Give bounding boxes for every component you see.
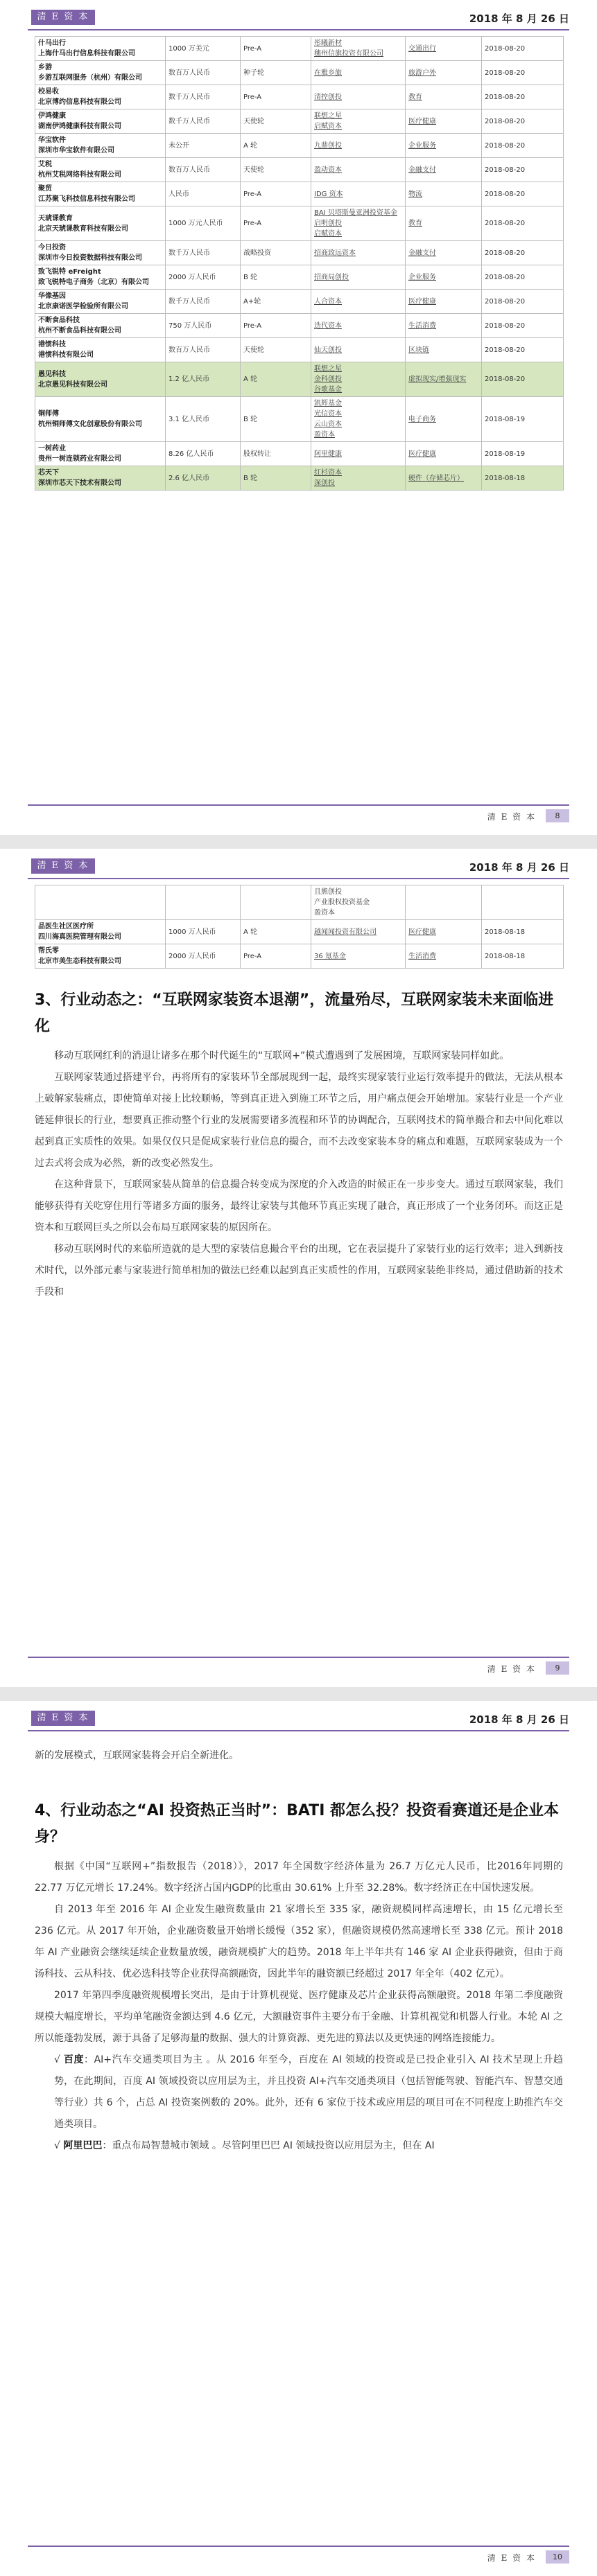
company-full-name: 杭州不断食品科技有限公司 [38, 327, 121, 335]
industry-cell [406, 61, 482, 85]
industry-link: 教育 [408, 220, 422, 227]
page-number: 10 [546, 2550, 569, 2564]
company-short-name: 艾税 [38, 161, 52, 168]
table-row [35, 466, 564, 491]
industry-cell [406, 397, 482, 442]
round-cell: 种子轮 [241, 61, 311, 85]
section-3-title: 3、行业动态之：“互联网家装资本退潮”，流量殆尽，互联网家装未来面临进化 [35, 991, 554, 1035]
industry-link: 金融支付 [408, 249, 436, 257]
company-short-name: 愚见科技 [38, 370, 66, 378]
round-cell: 战略投资 [241, 241, 311, 265]
amount-cell: 2.6 亿人民币 [166, 466, 241, 491]
paragraph: 根据《中国“互联网+”指数报告（2018）》，2017 年全国数字经济体量为 26.7 万亿元人民币，比2016年同期的 22.77 万亿元增长 17.24%。数字经济占国内GDP的比重由 30.61% 上升至 32.28%。数字经济正在中国快速发展。 [35, 1861, 563, 1894]
amount-cell: 3.1 亿人民币 [166, 397, 241, 442]
table-row [35, 134, 564, 158]
investor-link: 启赋资本 [314, 123, 342, 130]
investor-link: 人合资本 [314, 297, 342, 306]
table-row [35, 944, 564, 969]
industry-link: 医疗健康 [408, 928, 436, 936]
company-full-name: 深圳市华宝软件有限公司 [38, 147, 114, 155]
brand-logo: 清 E 资 本 [31, 858, 95, 874]
company-short-name: 乡游 [38, 64, 52, 71]
industry-link: 医疗健康 [408, 297, 436, 306]
industry-link: 医疗健康 [408, 450, 436, 458]
amount-cell: 数千万人民币 [166, 290, 241, 314]
date-cell: 2018-08-18 [482, 466, 564, 491]
company-full-name: 北京市美生态科技有限公司 [38, 958, 121, 965]
round-cell: 天使轮 [241, 338, 311, 362]
amount-cell: 2000 万人民币 [166, 265, 241, 290]
industry-link: 物流 [408, 190, 422, 198]
industry-cell [406, 109, 482, 134]
amount-cell: 数千万人民币 [166, 85, 241, 109]
industry-link: 生活消费 [408, 952, 436, 960]
page-2 [0, 849, 597, 1687]
investor-cell [311, 37, 406, 61]
amount-cell: 1.2 亿人民币 [166, 362, 241, 397]
company-short-name: 什马出行 [38, 39, 66, 47]
footer-brand: 清 E 资 本 [487, 1664, 536, 1674]
company-short-name: 天琥课教育 [38, 214, 73, 222]
industry-link: 医疗健康 [408, 117, 436, 125]
industry-cell [406, 85, 482, 109]
bullet-baidu: √ 百度：AI+汽车交通类项目为主 。从 2016 年至今，百度在 AI 领域的投资或是已投企业引入 AI 技术呈现上升趋势，在此期间，百度 AI 领域投资以应用层为主，并且投资 AI+汽车交通类项目（包括智能驾驶、智能汽车、智慧交通等行业）共 6 个，占总 AI 投资案例数的 20%。此外，还有 6 家位于技术或应用层的项目可在不同程度上助推汽车交通类项目。 [54, 2054, 563, 2130]
investor-link: 金科创投 [314, 376, 342, 383]
company-short-name: 华宝软件 [38, 136, 66, 144]
industry-cell [406, 362, 482, 397]
table-row [35, 885, 564, 920]
industry-cell [406, 265, 482, 290]
table-row [35, 158, 564, 182]
table-row [35, 182, 564, 206]
table-row [35, 314, 564, 338]
investor-cell [311, 466, 406, 491]
investor-link: 红杉资本 [314, 469, 342, 477]
company-full-name: 江苏聚飞科技信息科技有限公司 [38, 195, 135, 203]
investor-cell [311, 158, 406, 182]
page-header [28, 8, 569, 30]
date-cell: 2018-08-20 [482, 85, 564, 109]
investor-link: 越闻闻投资有限公司 [314, 928, 377, 936]
funding-table-continued [35, 885, 564, 969]
table-row [35, 109, 564, 134]
company-short-name: 铜师傅 [38, 410, 59, 418]
round-cell: Pre-A [241, 314, 311, 338]
table-row [35, 85, 564, 109]
company-full-name: 北京天琥课教育科技有限公司 [38, 224, 128, 233]
company-cell [35, 61, 166, 85]
section-4-body [35, 1856, 563, 2157]
company-full-name: 致飞锐特电子商务（北京）有限公司 [38, 279, 149, 286]
table-row [35, 206, 564, 241]
round-cell: A 轮 [241, 920, 311, 944]
table-row [35, 61, 564, 85]
industry-link: 企业服务 [408, 141, 436, 150]
company-cell [35, 314, 166, 338]
paragraph: 移动互联网红利的消退让诸多在那个时代诞生的“互联网+”模式遭遇到了发展困境，互联网家装同样如此。 [54, 1050, 510, 1061]
page-1 [0, 0, 597, 835]
company-full-name: 深圳市芯天下技术有限公司 [38, 479, 121, 487]
funding-table [35, 36, 564, 491]
table-row [35, 37, 564, 61]
investor-link: 在雅乡旅 [314, 69, 342, 77]
investor-cell [311, 241, 406, 265]
company-short-name: 校易收 [38, 88, 59, 96]
industry-link: 硬件（存储芯片） [408, 474, 464, 482]
footer-brand: 清 E 资 本 [487, 2553, 536, 2563]
round-cell: Pre-A [241, 944, 311, 969]
investor-cell [311, 397, 406, 442]
date-cell: 2018-08-20 [482, 338, 564, 362]
table-row [35, 265, 564, 290]
report-date: 2018 年 8 月 26 日 [469, 1713, 569, 1726]
industry-link: 虚拟现实/增强现实 [408, 376, 467, 383]
amount-cell: 2000 万人民币 [166, 944, 241, 969]
company-full-name: 上海什马出行信息科技有限公司 [38, 50, 135, 58]
industry-link: 企业服务 [408, 273, 436, 281]
company-full-name: 乡游互联网服务（杭州）有限公司 [38, 74, 142, 82]
paragraph: 在这种背景下，互联网家装从简单的信息撮合转变成为深度的介入改造的时候正在一步步变大。通过互联网家装，我们能够获得有关吃穿住用行等诸多方面的服务，最终让家装与其他环节真正实现了融合，真正形成了一个业务闭环。而这正是资本和互联网巨头之所以会布局互联网家装的原因所在。 [35, 1179, 563, 1233]
date-cell: 2018-08-20 [482, 182, 564, 206]
amount-cell: 数百万人民币 [166, 61, 241, 85]
industry-cell [406, 158, 482, 182]
investor-link: 彤曦新材 [314, 39, 342, 47]
date-cell: 2018-08-18 [482, 920, 564, 944]
company-cell [35, 920, 166, 944]
industry-cell [406, 314, 482, 338]
company-cell [35, 290, 166, 314]
company-cell [35, 134, 166, 158]
company-cell [35, 158, 166, 182]
company-cell [35, 109, 166, 134]
company-cell [35, 37, 166, 61]
investor-link: 凯辉基金 [314, 400, 342, 407]
industry-cell [406, 442, 482, 466]
page-header [28, 857, 569, 879]
company-cell [35, 362, 166, 397]
investor-cell [311, 61, 406, 85]
round-cell: A+轮 [241, 290, 311, 314]
section-4-title: 4、行业动态之“AI 投资热正当时”：BATI 都怎么投？投资看赛道还是企业本身？ [35, 1802, 560, 1846]
date-cell: 2018-08-20 [482, 362, 564, 397]
company-short-name: 今日投资 [38, 244, 66, 252]
investor-link: 深创投 [314, 479, 335, 487]
investor-cell [311, 944, 406, 969]
investor-cell [311, 265, 406, 290]
page-number: 8 [546, 809, 569, 822]
company-cell [35, 85, 166, 109]
industry-link: 交通出行 [408, 44, 436, 53]
investor-cell [311, 442, 406, 466]
investor-link: 盈资本 [314, 431, 335, 439]
industry-cell [406, 466, 482, 491]
industry-cell [406, 206, 482, 241]
date-cell: 2018-08-20 [482, 109, 564, 134]
date-cell: 2018-08-20 [482, 314, 564, 338]
investor-link: 云山资本 [314, 421, 342, 428]
company-cell [35, 397, 166, 442]
brand-logo: 清 E 资 本 [31, 10, 95, 25]
investor-link: 穗州信旗投资有限公司 [314, 50, 383, 58]
page-number: 9 [546, 1661, 569, 1675]
investor-link: 谷歌基金 [314, 386, 342, 394]
date-cell: 2018-08-20 [482, 134, 564, 158]
amount-cell: 数百万人民币 [166, 338, 241, 362]
amount-cell: 数千万人民币 [166, 241, 241, 265]
page-footer [28, 2546, 569, 2566]
investor-cell [311, 362, 406, 397]
industry-link: 区块链 [408, 346, 429, 354]
round-cell: A 轮 [241, 362, 311, 397]
industry-link: 旅游户外 [408, 69, 436, 77]
date-cell: 2018-08-20 [482, 241, 564, 265]
investor-link: 启赋资本 [314, 230, 342, 238]
brand-logo: 清 E 资 本 [31, 1711, 95, 1726]
investor-link: 仙天创投 [314, 346, 342, 354]
page-footer [28, 1657, 569, 1677]
paragraph: 新的发展模式，互联网家装将会开启全新进化。 [35, 1750, 239, 1761]
bullet-alibaba: √ 阿里巴巴：重点布局智慧城市领域 。尽管阿里巴巴 AI 领域投资以应用层为主，但在 AI [54, 2140, 435, 2151]
company-cell [35, 241, 166, 265]
investor-cell [311, 182, 406, 206]
round-cell: Pre-A [241, 37, 311, 61]
investor-link: 招商局创投 [314, 273, 349, 281]
round-cell: B 轮 [241, 466, 311, 491]
table-row [35, 241, 564, 265]
amount-cell: 1000 万人民币 [166, 920, 241, 944]
report-date: 2018 年 8 月 26 日 [469, 861, 569, 874]
investor-link: 联想之星 [314, 365, 342, 373]
company-full-name: 湖南伊鸿健康科技有限公司 [38, 123, 121, 130]
page-3 [0, 1701, 597, 2576]
table-row [35, 397, 564, 442]
investor-link: 启明创投 [314, 220, 342, 227]
paragraph: 移动互联网时代的来临所造就的是大型的家装信息撮合平台的出现，它在表层提升了家装行业的运行效率；进入到新技术时代，以外部元素与家装进行简单相加的做法已经难以起到真正实质性的作用，互联网家装绝非终局，通过借助新的技术手段和 [35, 1244, 563, 1298]
industry-cell [406, 338, 482, 362]
company-cell [35, 466, 166, 491]
investor-cell [311, 920, 406, 944]
company-full-name: 北京康诺医学检验所有限公司 [38, 303, 128, 310]
company-short-name: 帮氏零 [38, 947, 59, 955]
page-footer [28, 804, 569, 825]
investor-cell [311, 290, 406, 314]
company-cell [35, 206, 166, 241]
industry-link: 金融支付 [408, 166, 436, 174]
paragraph: 2017 年第四季度融资规模增长突出，是由于计算机视觉、医疗健康及芯片企业获得高额融资。2018 年第二季度融资规模大幅度增长，平均单笔融资金额达到 4.6 亿元，大额融资事件主要分布于金融、计算机视觉和机器人行业。本轮 AI 之所以能蓬勃发展，源于具备了足够海量的数据、强大的计算资源、更先进的算法以及更快速的网络连接能力。 [35, 1990, 563, 2044]
amount-cell: 数千万人民币 [166, 109, 241, 134]
date-cell: 2018-08-20 [482, 158, 564, 182]
company-short-name: 聚贸 [38, 185, 52, 193]
section-3-continued [35, 1745, 563, 1767]
amount-cell: 未公开 [166, 134, 241, 158]
table-row [35, 920, 564, 944]
industry-link: 教育 [408, 93, 422, 101]
round-cell: 天使轮 [241, 158, 311, 182]
investor-link: 联想之星 [314, 112, 342, 120]
industry-cell [406, 290, 482, 314]
table-row [35, 442, 564, 466]
page-header [28, 1709, 569, 1731]
company-full-name: 北京愚见科技有限公司 [38, 380, 107, 389]
industry-cell [406, 944, 482, 969]
company-short-name: 一树药业 [38, 445, 66, 452]
company-short-name: 致飞锐特 eFreight [38, 268, 101, 276]
investor-link: 招商致远资本 [314, 249, 356, 257]
round-cell: 股权转让 [241, 442, 311, 466]
round-cell: 天使轮 [241, 109, 311, 134]
company-short-name: 芯天下 [38, 469, 59, 477]
company-full-name: 四川海真医院管理有限公司 [38, 933, 121, 941]
industry-cell [406, 241, 482, 265]
date-cell: 2018-08-19 [482, 397, 564, 442]
industry-cell [406, 37, 482, 61]
investor-link: 迭代资本 [314, 321, 342, 330]
paragraph: 自 2013 年至 2016 年 AI 企业发生融资数量由 21 家增长至 335 家，融资规模同样高速增长，由 15 亿元增长至 236 亿元。从 2017 年开始，企业融资数量开始增长缓慢（352 家），但融资规模仍然高速增长至 338 亿元。预计 2018 年 AI 产业融资会继续延续企业数量放缓，融资规模扩大的趋势。2018 年上半年共有 146 家 AI 企业获得融资，但由于商汤科技、云从科技、优必选科技等企业获得高额融资，因此半年的融资额已经超过 2017 年全年（402 亿元）。 [35, 1904, 563, 1979]
table-row [35, 362, 564, 397]
company-full-name: 杭州铜师傅文化创意股份有限公司 [38, 421, 142, 428]
company-cell [35, 442, 166, 466]
company-cell [35, 182, 166, 206]
investor-link: 36 氪基金 [314, 952, 346, 960]
report-date: 2018 年 8 月 26 日 [469, 12, 569, 25]
amount-cell: 1000 万美元 [166, 37, 241, 61]
investor-link: 盈动资本 [314, 166, 342, 174]
industry-cell [406, 920, 482, 944]
section-3-body [35, 1046, 563, 1303]
amount-cell: 1000 万元人民币 [166, 206, 241, 241]
date-cell: 2018-08-20 [482, 265, 564, 290]
amount-cell: 人民币 [166, 182, 241, 206]
date-cell: 2018-08-20 [482, 61, 564, 85]
company-cell [35, 944, 166, 969]
company-short-name: 港惯科技 [38, 341, 66, 349]
round-cell: B 轮 [241, 397, 311, 442]
amount-cell: 数百万人民币 [166, 158, 241, 182]
round-cell: Pre-A [241, 206, 311, 241]
amount-cell: 8.26 亿人民币 [166, 442, 241, 466]
investor-cell [311, 314, 406, 338]
date-cell: 2018-08-20 [482, 37, 564, 61]
industry-cell [406, 182, 482, 206]
date-cell: 2018-08-19 [482, 442, 564, 466]
investor-link: 阿里健康 [314, 450, 342, 458]
date-cell: 2018-08-20 [482, 290, 564, 314]
amount-cell: 750 万人民币 [166, 314, 241, 338]
investor-link: IDG 资本 [314, 190, 343, 198]
company-cell [35, 338, 166, 362]
investor-cell [311, 134, 406, 158]
paragraph: 互联网家装通过搭建平台，再将所有的家装环节全部展现到一起，最终实现家装行业运行效率提升的做法，无法从根本上破解家装痛点，即使简单对接上比较顺畅，等到真正进入到施工环节之后，用户痛点便会开始增加。家装行业是一个产业链延伸很长的行业，想要真正推动整个行业的发展需要诸多流程和环节的协调配合，互联网技术的简单撮合和去中间化难以起到真正实质性的效果。如果仅仅只是促成家装行业信息的撮合，而不去改变家装本身的痛点和难题，互联网家装成为一个过去式将会成为必然，新的改变必然发生。 [35, 1072, 563, 1169]
investor-link: BAI 贝塔斯曼亚洲投资基金 [314, 209, 397, 217]
round-cell: Pre-A [241, 182, 311, 206]
investor-link: 光信资本 [314, 410, 342, 418]
company-full-name: 深圳市今日投资数据科技有限公司 [38, 254, 142, 262]
industry-link: 电子商务 [408, 415, 436, 423]
table-row [35, 290, 564, 314]
investor-cell [311, 85, 406, 109]
company-cell [35, 265, 166, 290]
company-short-name: 伊鸿健康 [38, 112, 66, 120]
footer-brand: 清 E 资 本 [487, 812, 536, 822]
company-short-name: 华像基因 [38, 292, 66, 300]
investor-cell [311, 206, 406, 241]
table-row [35, 338, 564, 362]
investor-cell: 且熊创投 产业股权投资基金 盈资本 [311, 885, 406, 920]
company-short-name: 品医生社区医疗所 [38, 923, 94, 930]
company-full-name: 北京博约信息科技有限公司 [38, 98, 121, 106]
company-short-name: 不断食品科技 [38, 317, 80, 324]
investor-link: 清控创投 [314, 93, 342, 101]
investor-cell [311, 109, 406, 134]
round-cell: B 轮 [241, 265, 311, 290]
investor-cell [311, 338, 406, 362]
industry-link: 生活消费 [408, 321, 436, 330]
company-full-name: 港惯科技有限公司 [38, 351, 94, 359]
date-cell: 2018-08-18 [482, 944, 564, 969]
industry-cell [406, 134, 482, 158]
investor-link: 九鼎创投 [314, 141, 342, 150]
round-cell: A 轮 [241, 134, 311, 158]
date-cell: 2018-08-20 [482, 206, 564, 241]
round-cell: Pre-A [241, 85, 311, 109]
company-full-name: 贵州一树连锁药业有限公司 [38, 455, 121, 463]
company-full-name: 杭州艾税网络科技有限公司 [38, 171, 121, 179]
